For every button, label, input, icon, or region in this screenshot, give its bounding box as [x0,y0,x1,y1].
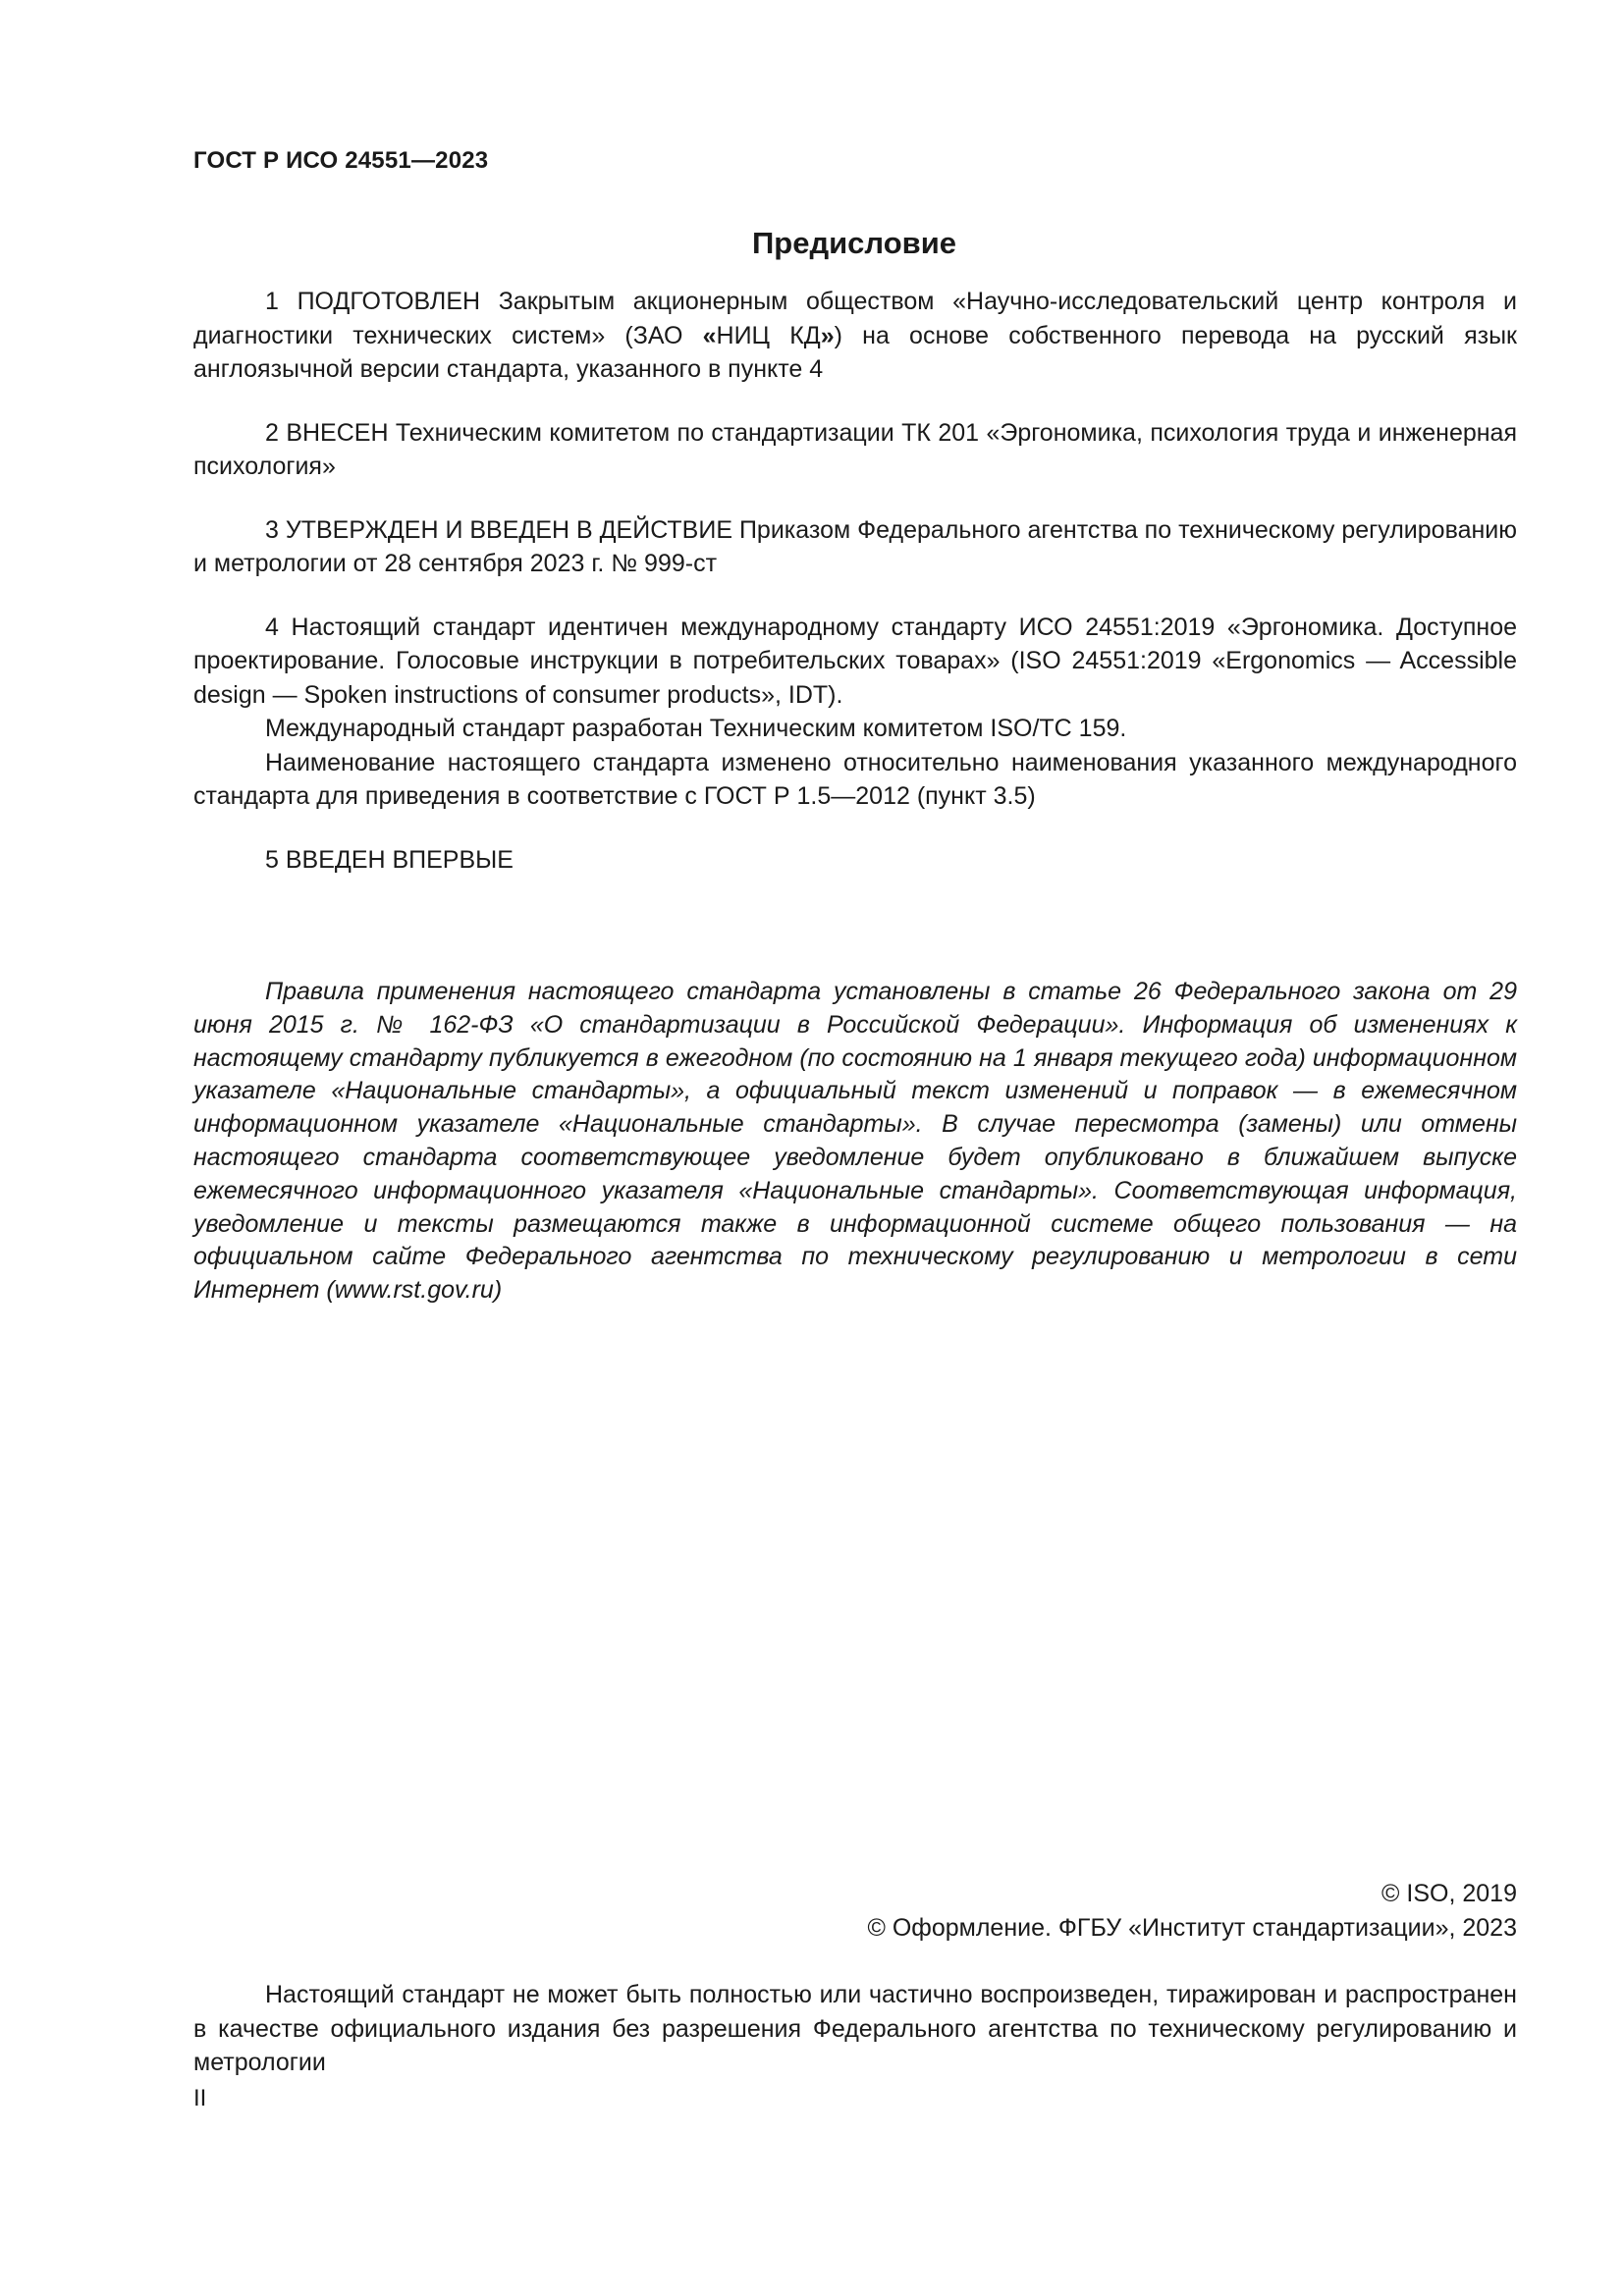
copyright-design: © Оформление. ФГБУ «Институт стандартизации», 2023 [867,1914,1517,1942]
foreword-item-3 [193,513,1517,581]
foreword-item-5 [193,843,1517,878]
item-lead: ПОДГОТОВЛЕН [297,288,481,315]
org-quote-close: » [820,321,835,349]
legal-notice-text: Правила применения настоящего стандарта установлены в статье 26 Федерального закона от 29 июня 2015 г. № 162-ФЗ «О стандартизации в Российской Федерации». Информация об изменениях к настоящему стандарту публикуется в ежегодном (по состоянию на 1 января текущего года) информационном указателе «Национальные стандарты», а официальный текст изменений и поправок — в ежемесячном информационном указателе «Национальные стандарты». В случае пересмотра (замены) или отмены настоящего стандарта соответствующее уведомление будет опубликовано в ближайшем выпуске ежемесячного информационного указателя «Национальные стандарты». Соответствующая информация, уведомление и тексты размещаются также в информационной системе общего пользования — на официальном сайте Федерального агентства по техническому регулированию и метрологии в сети Интернет (www.rst.gov.ru) [193,978,1517,1305]
legal-notice [193,976,1517,1308]
org-quote-open: « [702,321,717,349]
item-number: 3 [265,515,279,544]
item-text: Настоящий стандарт идентичен международному стандарту ИСО 24551:2019 «Эргономика. Доступное проектирование. Голосовые инструкции в потребительских товарах» (ISO 24551:2019 «Ergonomics — Accessible design — Spoken instructions of consumer products», IDT). [193,613,1517,709]
item-number: 4 [265,613,279,641]
foreword-item-2 [193,416,1517,484]
page-number: II [193,2085,207,2111]
foreword-item-4-extra-2: Наименование настоящего стандарта изменено относительно наименования указанного международного стандарта для приведения в соответствие с ГОСТ Р 1.5—2012 (пункт 3.5) [193,748,1517,810]
foreword-body [193,285,1517,877]
foreword-item-4 [193,611,1517,713]
page-title: Предисловие [751,226,956,260]
copyright-block [193,1877,1517,1946]
copyright-iso: © ISO, 2019 [1381,1880,1517,1907]
item-text-after: ) на основе собственного перевода на русский язык англоязычной версии стандарта, указанного в пункте 4 [193,321,1517,383]
foreword-item-1 [193,285,1517,387]
foreword-item-4-extra-1: Международный стандарт разработан Техническим комитетом ISO/TC 159. [265,715,1127,742]
item-lead: УТВЕРЖДЕН И ВВЕДЕН В ДЕЙСТВИЕ [285,515,733,544]
item-lead: ВНЕСЕН [286,418,389,447]
item-number: 5 [265,845,279,874]
reproduction-notice-text: Настоящий стандарт не может быть полностью или частично воспроизведен, тиражирован и распространен в качестве официального издания без разрешения Федерального агентства по техническому регулированию и метрологии [193,1981,1517,2076]
reproduction-notice [193,1978,1517,2080]
org-name: НИЦ КД [716,321,821,349]
item-text: Закрытым акционерным обществом «Научно-исследовательский центр контроля и диагностики технических систем» (ЗАО [193,288,1517,349]
item-text: Приказом Федерального агентства по техническому регулированию и метрологии от 28 сентября 2023 г. № 999-ст [193,515,1517,577]
item-lead: ВВЕДЕН ВПЕРВЫЕ [285,845,514,874]
item-text: Техническим комитетом по стандартизации ТК 201 «Эргономика, психология труда и инженерная психология» [193,418,1517,480]
item-number: 2 [265,418,279,447]
document-id: ГОСТ Р ИСО 24551—2023 [193,147,489,174]
item-number: 1 [265,288,279,315]
